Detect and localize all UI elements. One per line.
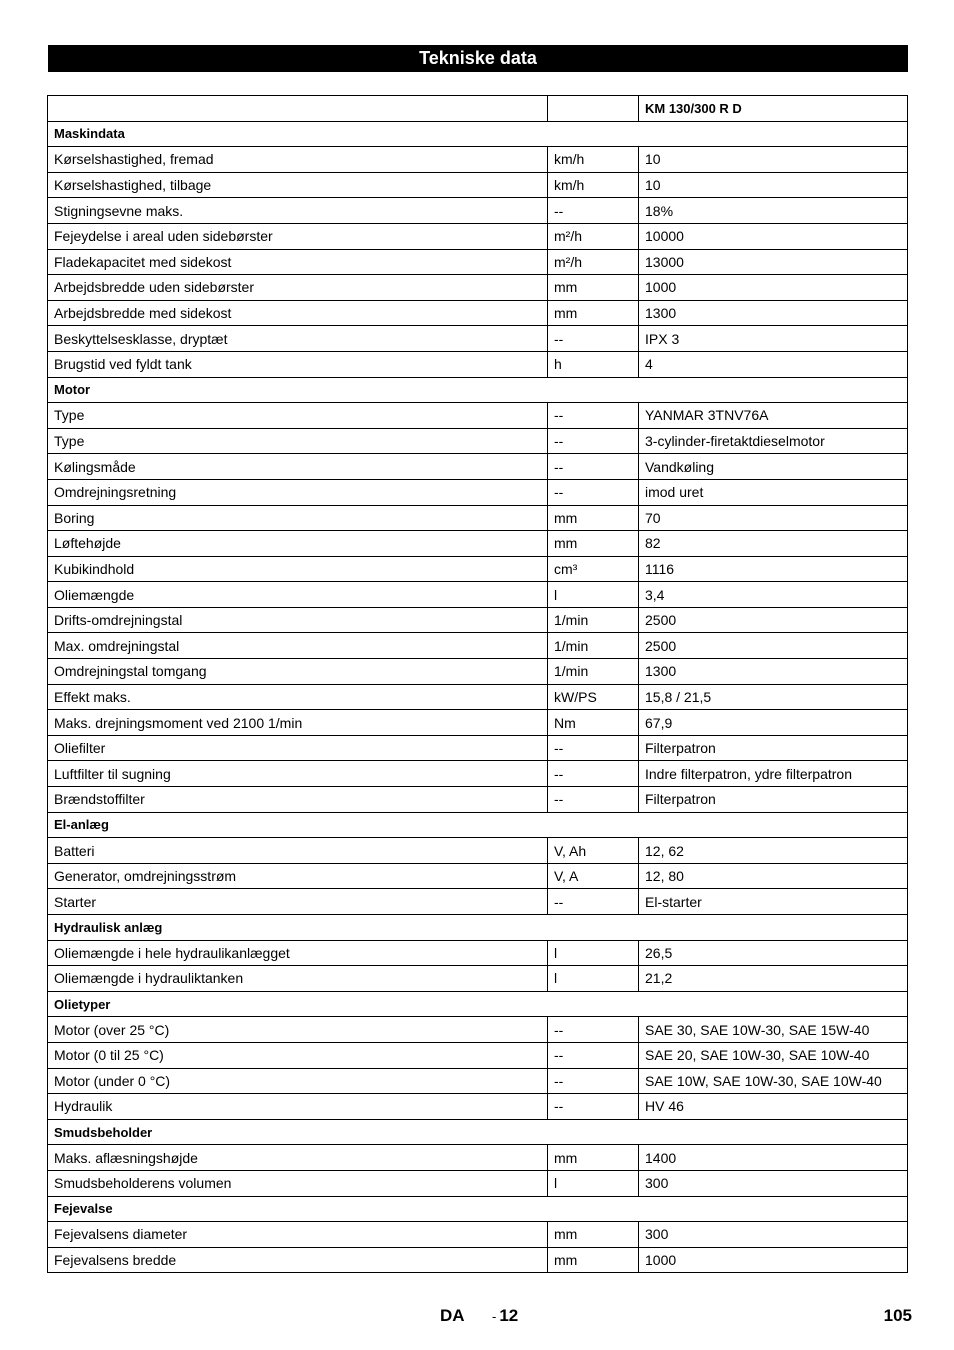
spec-table-body <box>48 96 908 1273</box>
table-row <box>48 710 908 736</box>
row-unit-cell: -- <box>548 1042 639 1068</box>
row-label-cell: Generator, omdrejningsstrøm <box>48 863 548 889</box>
row-value-cell: El-starter <box>639 889 908 915</box>
table-row <box>48 1068 908 1094</box>
row-unit-cell: mm <box>548 1222 639 1248</box>
row-label-cell: Type <box>48 403 548 429</box>
table-row <box>48 428 908 454</box>
row-value-cell: 18% <box>639 198 908 224</box>
section-row <box>48 377 908 403</box>
section-row <box>48 121 908 147</box>
header-label-cell <box>48 96 548 122</box>
row-label-cell: Max. omdrejningstal <box>48 633 548 659</box>
table-row <box>48 684 908 710</box>
row-label-cell: Smudsbeholderens volumen <box>48 1170 548 1196</box>
row-unit-cell: mm <box>548 531 639 557</box>
row-label-cell: Kølingsmåde <box>48 454 548 480</box>
row-label-cell: Stigningsevne maks. <box>48 198 548 224</box>
table-row <box>48 505 908 531</box>
row-value-cell: 70 <box>639 505 908 531</box>
row-unit-cell: mm <box>548 505 639 531</box>
section-row <box>48 1196 908 1222</box>
row-value-cell: 2500 <box>639 633 908 659</box>
table-row <box>48 1094 908 1120</box>
row-unit-cell: kW/PS <box>548 684 639 710</box>
row-unit-cell: V, A <box>548 863 639 889</box>
footer-dash: - <box>492 1309 497 1324</box>
row-label-cell: Motor (over 25 °C) <box>48 1017 548 1043</box>
table-row <box>48 172 908 198</box>
row-label-cell: Effekt maks. <box>48 684 548 710</box>
row-value-cell: 3-cylinder-firetaktdieselmotor <box>639 428 908 454</box>
row-value-cell: 1000 <box>639 1247 908 1273</box>
row-label-cell: Fladekapacitet med sidekost <box>48 249 548 275</box>
table-row <box>48 735 908 761</box>
row-value-cell: 300 <box>639 1222 908 1248</box>
table-row <box>48 940 908 966</box>
row-value-cell: 10 <box>639 172 908 198</box>
row-value-cell: Filterpatron <box>639 735 908 761</box>
row-value-cell: 15,8 / 21,5 <box>639 684 908 710</box>
row-unit-cell: mm <box>548 1145 639 1171</box>
row-unit-cell: mm <box>548 275 639 301</box>
row-unit-cell: -- <box>548 1068 639 1094</box>
header-unit-cell <box>548 96 639 122</box>
row-value-cell: 1300 <box>639 659 908 685</box>
table-row <box>48 966 908 992</box>
row-value-cell: 4 <box>639 351 908 377</box>
table-row <box>48 889 908 915</box>
row-label-cell: Løftehøjde <box>48 531 548 557</box>
table-row <box>48 1017 908 1043</box>
table-row <box>48 863 908 889</box>
row-label-cell: Boring <box>48 505 548 531</box>
section-heading: Smudsbeholder <box>48 1119 908 1145</box>
row-unit-cell: -- <box>548 454 639 480</box>
row-unit-cell: 1/min <box>548 607 639 633</box>
row-label-cell: Motor (0 til 25 °C) <box>48 1042 548 1068</box>
row-label-cell: Oliemængde <box>48 582 548 608</box>
row-label-cell: Oliemængde i hele hydraulikanlægget <box>48 940 548 966</box>
row-label-cell: Oliefilter <box>48 735 548 761</box>
row-label-cell: Batteri <box>48 838 548 864</box>
row-unit-cell: mm <box>548 1247 639 1273</box>
row-label-cell: Fejevalsens bredde <box>48 1247 548 1273</box>
row-unit-cell: 1/min <box>548 633 639 659</box>
table-row <box>48 223 908 249</box>
table-row <box>48 1145 908 1171</box>
spec-table <box>47 95 908 1273</box>
row-value-cell: 1000 <box>639 275 908 301</box>
row-unit-cell: -- <box>548 889 639 915</box>
row-value-cell: SAE 10W, SAE 10W-30, SAE 10W-40 <box>639 1068 908 1094</box>
row-label-cell: Maks. aflæsningshøjde <box>48 1145 548 1171</box>
row-unit-cell: -- <box>548 761 639 787</box>
row-label-cell: Kørselshastighed, fremad <box>48 147 548 173</box>
row-label-cell: Brændstoffilter <box>48 787 548 813</box>
section-heading: Fejevalse <box>48 1196 908 1222</box>
section-heading: Motor <box>48 377 908 403</box>
row-value-cell: 21,2 <box>639 966 908 992</box>
row-value-cell: Indre filterpatron, ydre filterpatron <box>639 761 908 787</box>
row-label-cell: Arbejdsbredde med sidekost <box>48 300 548 326</box>
row-value-cell: 67,9 <box>639 710 908 736</box>
table-row <box>48 1042 908 1068</box>
row-label-cell: Hydraulik <box>48 1094 548 1120</box>
row-value-cell: SAE 20, SAE 10W-30, SAE 10W-40 <box>639 1042 908 1068</box>
row-unit-cell: -- <box>548 1094 639 1120</box>
section-row <box>48 915 908 941</box>
row-unit-cell: m²/h <box>548 249 639 275</box>
row-label-cell: Maks. drejningsmoment ved 2100 1/min <box>48 710 548 736</box>
section-heading: Maskindata <box>48 121 908 147</box>
footer-page <box>492 1306 518 1326</box>
row-unit-cell: -- <box>548 735 639 761</box>
row-unit-cell: -- <box>548 198 639 224</box>
row-unit-cell: l <box>548 940 639 966</box>
row-value-cell: 1400 <box>639 1145 908 1171</box>
table-row <box>48 326 908 352</box>
row-unit-cell: -- <box>548 787 639 813</box>
row-label-cell: Omdrejningsretning <box>48 479 548 505</box>
page-title: Tekniske data <box>48 45 908 72</box>
table-row <box>48 1170 908 1196</box>
row-value-cell: 82 <box>639 531 908 557</box>
table-header-row <box>48 96 908 122</box>
row-label-cell: Brugstid ved fyldt tank <box>48 351 548 377</box>
row-value-cell: 1116 <box>639 556 908 582</box>
footer-document-page: 105 <box>883 1306 912 1325</box>
row-unit-cell: V, Ah <box>548 838 639 864</box>
row-label-cell: Drifts-omdrejningstal <box>48 607 548 633</box>
row-value-cell: imod uret <box>639 479 908 505</box>
table-row <box>48 787 908 813</box>
row-value-cell: 13000 <box>639 249 908 275</box>
section-row <box>48 1119 908 1145</box>
row-value-cell: 12, 80 <box>639 863 908 889</box>
row-unit-cell: -- <box>548 326 639 352</box>
table-row <box>48 300 908 326</box>
row-value-cell: Vandkøling <box>639 454 908 480</box>
row-label-cell: Omdrejningstal tomgang <box>48 659 548 685</box>
row-unit-cell: h <box>548 351 639 377</box>
table-row <box>48 403 908 429</box>
row-value-cell: SAE 30, SAE 10W-30, SAE 15W-40 <box>639 1017 908 1043</box>
table-row <box>48 351 908 377</box>
row-unit-cell: km/h <box>548 147 639 173</box>
section-heading: Olietyper <box>48 991 908 1017</box>
row-unit-cell: Nm <box>548 710 639 736</box>
row-label-cell: Fejeydelse i areal uden sidebørster <box>48 223 548 249</box>
table-row <box>48 838 908 864</box>
row-value-cell: 300 <box>639 1170 908 1196</box>
row-unit-cell: 1/min <box>548 659 639 685</box>
row-unit-cell: l <box>548 582 639 608</box>
table-row <box>48 454 908 480</box>
row-value-cell: 10 <box>639 147 908 173</box>
row-unit-cell: m²/h <box>548 223 639 249</box>
row-unit-cell: l <box>548 1170 639 1196</box>
row-unit-cell: -- <box>548 1017 639 1043</box>
table-row <box>48 275 908 301</box>
row-value-cell: 12, 62 <box>639 838 908 864</box>
footer-language: DA <box>440 1306 465 1325</box>
row-unit-cell: l <box>548 966 639 992</box>
row-value-cell: 1300 <box>639 300 908 326</box>
table-row <box>48 556 908 582</box>
table-row <box>48 531 908 557</box>
row-value-cell: 10000 <box>639 223 908 249</box>
row-value-cell: Filterpatron <box>639 787 908 813</box>
row-value-cell: 2500 <box>639 607 908 633</box>
row-unit-cell: -- <box>548 479 639 505</box>
row-label-cell: Kørselshastighed, tilbage <box>48 172 548 198</box>
row-value-cell: 26,5 <box>639 940 908 966</box>
table-row <box>48 761 908 787</box>
table-row <box>48 479 908 505</box>
table-row <box>48 1247 908 1273</box>
row-label-cell: Oliemængde i hydrauliktanken <box>48 966 548 992</box>
section-heading: El-anlæg <box>48 812 908 838</box>
table-row <box>48 659 908 685</box>
row-unit-cell: km/h <box>548 172 639 198</box>
row-value-cell: IPX 3 <box>639 326 908 352</box>
section-row <box>48 991 908 1017</box>
row-value-cell: 3,4 <box>639 582 908 608</box>
row-label-cell: Starter <box>48 889 548 915</box>
row-unit-cell: mm <box>548 300 639 326</box>
row-unit-cell: cm³ <box>548 556 639 582</box>
row-label-cell: Type <box>48 428 548 454</box>
row-label-cell: Fejevalsens diameter <box>48 1222 548 1248</box>
table-row <box>48 198 908 224</box>
header-model-cell: KM 130/300 R D <box>639 96 908 122</box>
row-value-cell: HV 46 <box>639 1094 908 1120</box>
table-row <box>48 147 908 173</box>
table-row <box>48 582 908 608</box>
section-heading: Hydraulisk anlæg <box>48 915 908 941</box>
table-row <box>48 249 908 275</box>
footer-page-number: 12 <box>499 1306 519 1325</box>
row-unit-cell: -- <box>548 428 639 454</box>
table-row <box>48 633 908 659</box>
table-row <box>48 607 908 633</box>
row-label-cell: Beskyttelsesklasse, dryptæt <box>48 326 548 352</box>
row-label-cell: Kubikindhold <box>48 556 548 582</box>
row-label-cell: Motor (under 0 °C) <box>48 1068 548 1094</box>
row-label-cell: Luftfilter til sugning <box>48 761 548 787</box>
table-row <box>48 1222 908 1248</box>
row-unit-cell: -- <box>548 403 639 429</box>
row-value-cell: YANMAR 3TNV76A <box>639 403 908 429</box>
row-label-cell: Arbejdsbredde uden sidebørster <box>48 275 548 301</box>
section-row <box>48 812 908 838</box>
